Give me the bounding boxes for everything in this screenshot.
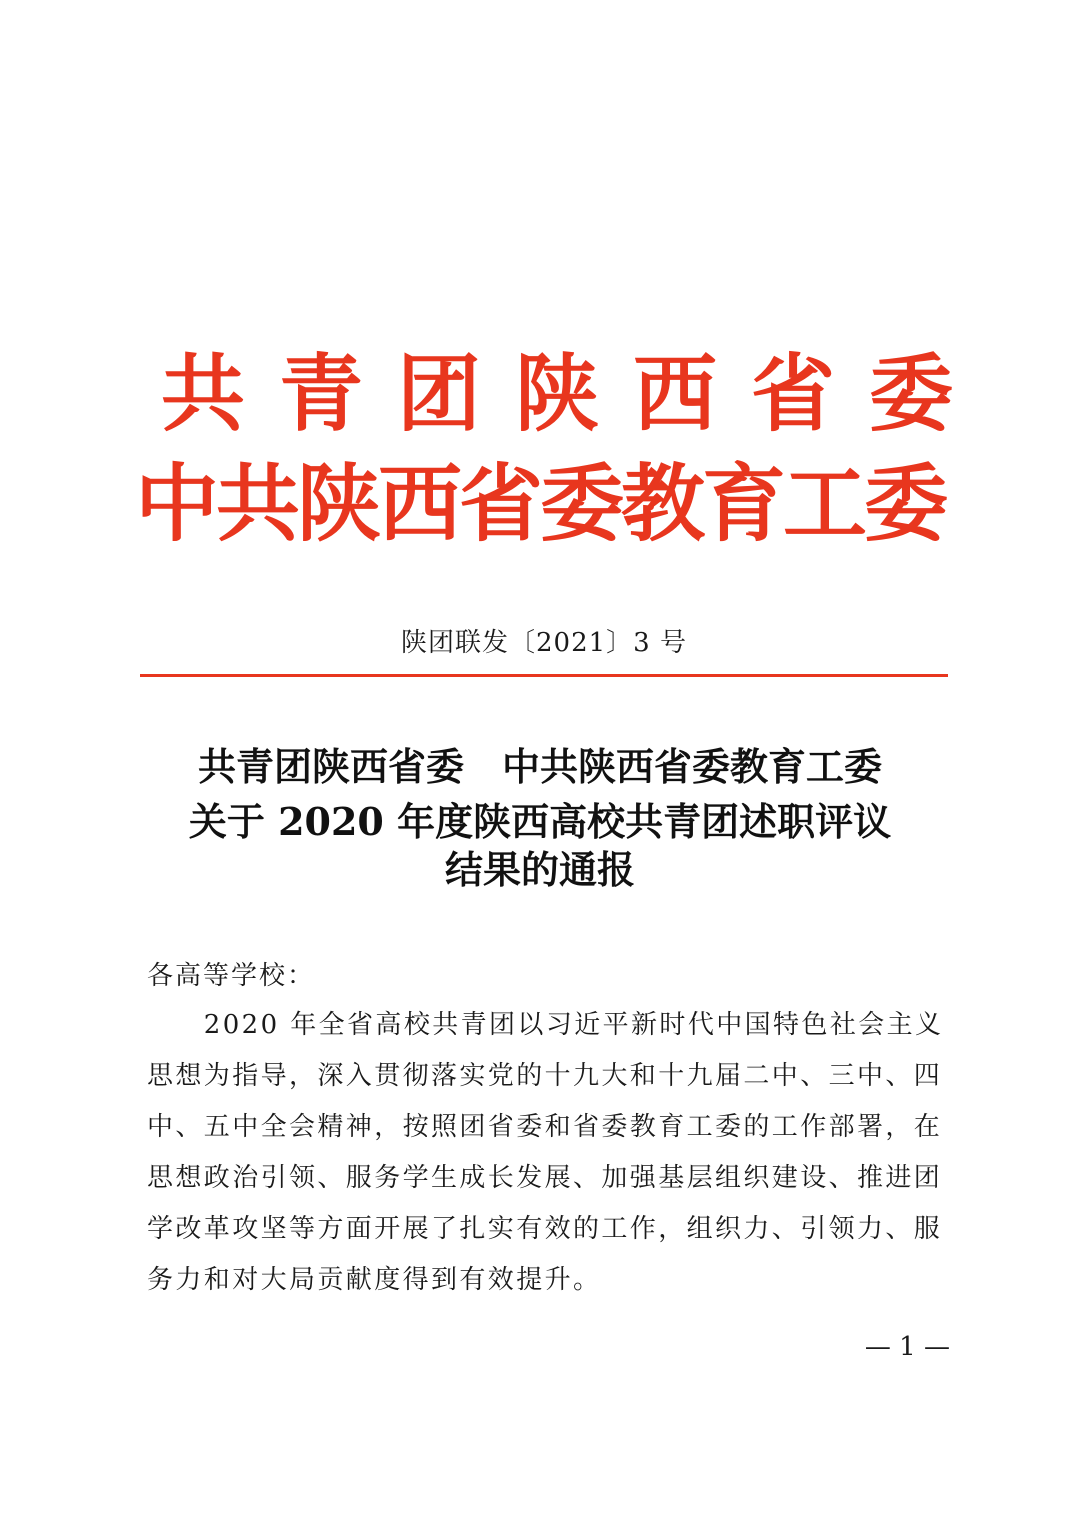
document-title-line-1: 共青团陕西省委 中共陕西省委教育工委 [197,744,882,789]
document-number: 陕团联发〔2021〕3 号 [401,628,687,658]
body-line-2: 思想为指导，深入贯彻落实党的十九大和十九届二中、三中、四 [147,1061,943,1091]
issuer-header-line-2: 中共陕西省委教育工委 [134,455,945,553]
body-line-4: 思想政治引领、服务学生成长发展、加强基层组织建设、推进团 [147,1163,943,1193]
red-separator-line [140,674,948,677]
salutation: 各高等学校： [147,961,316,991]
issuer-header-line-1: 共青团陕西省委 [160,345,987,443]
document-title-line-3: 结果的通报 [444,847,635,892]
document-title-line-2: 关于 2020 年度陕西高校共青团述职评议 [188,799,892,844]
page-number: — 1 — [864,1332,950,1362]
body-line-6: 务力和对大局贡献度得到有效提升。 [147,1265,602,1295]
body-line-1: 2020 年全省高校共青团以习近平新时代中国特色社会主义 [147,1010,944,1040]
body-line-3: 中、五中全会精神，按照团省委和省委教育工委的工作部署，在 [147,1112,943,1142]
body-line-5: 学改革攻坚等方面开展了扎实有效的工作，组织力、引领力、服 [147,1214,943,1244]
